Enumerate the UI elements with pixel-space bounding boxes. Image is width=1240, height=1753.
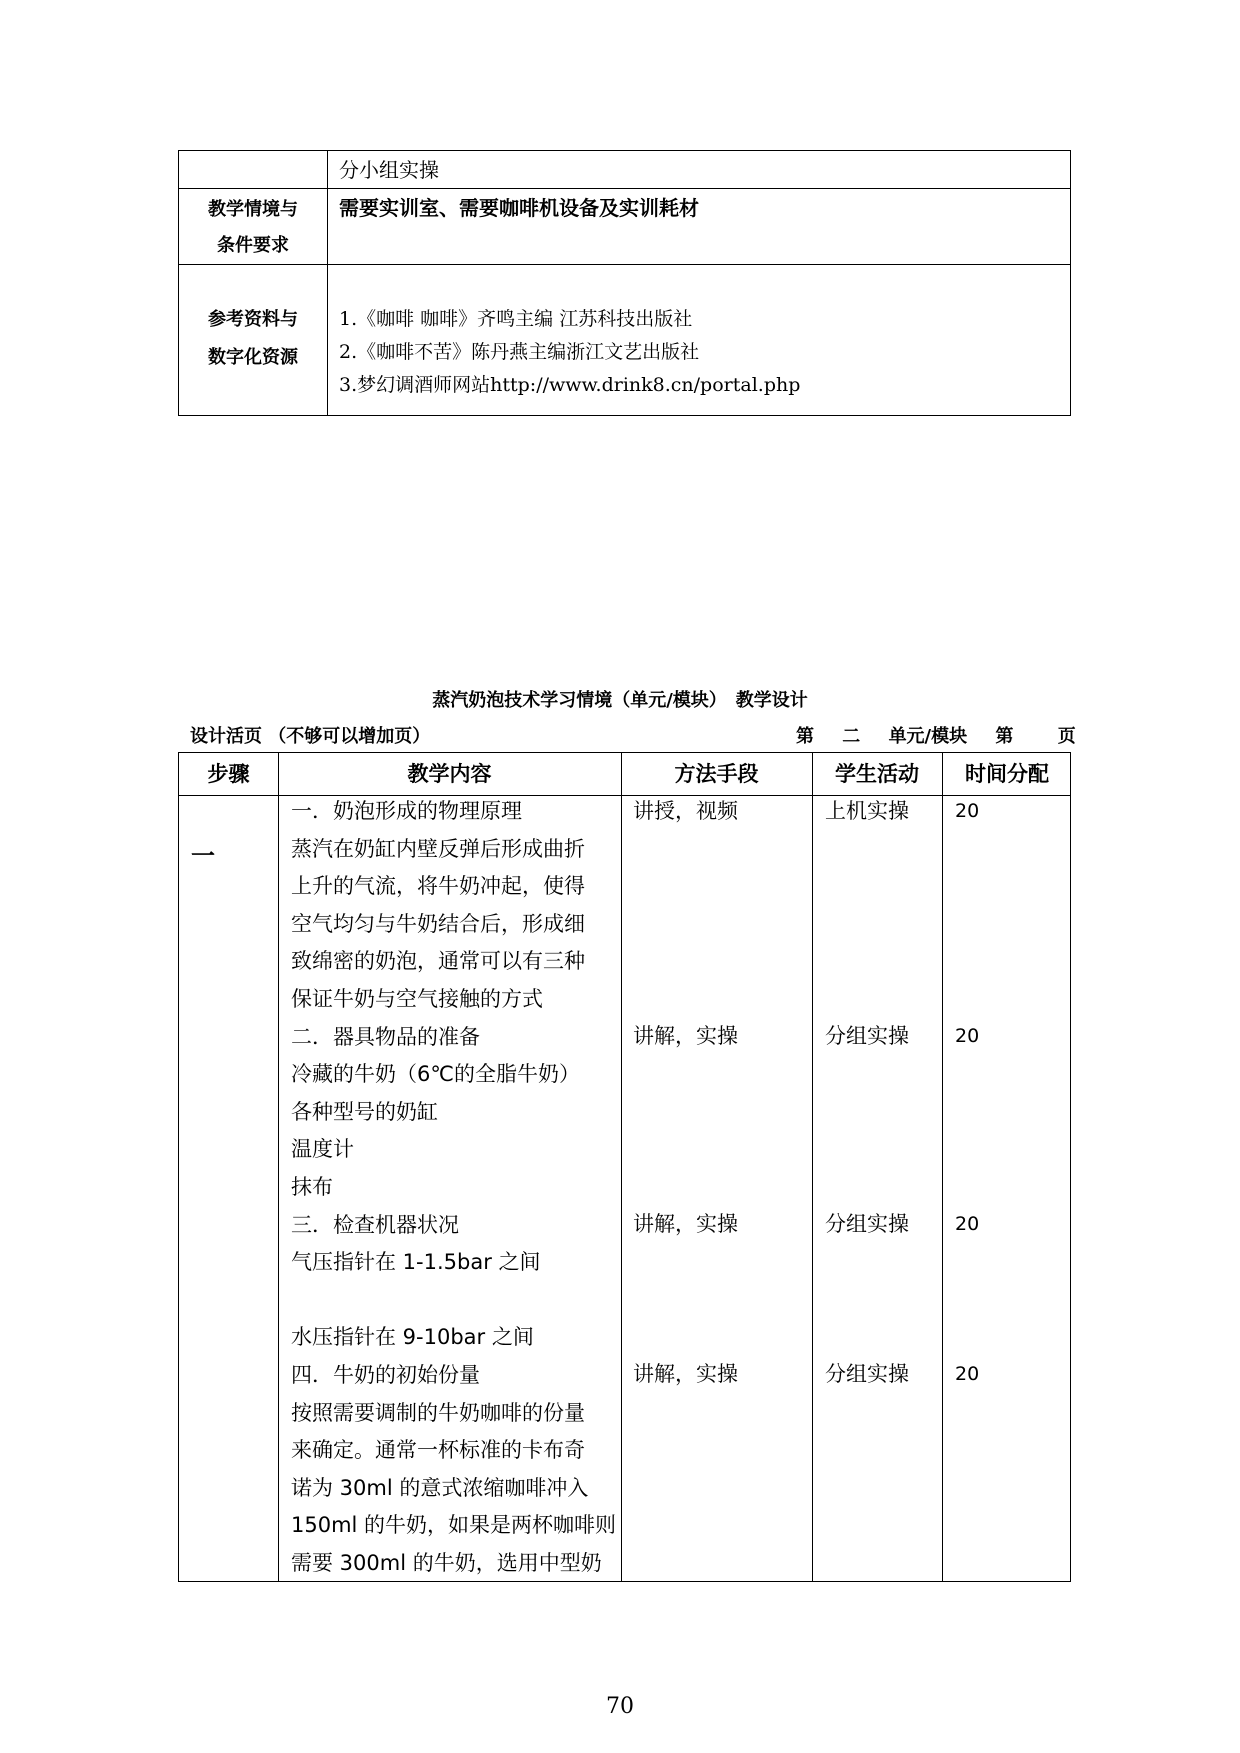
- content-line: 一．奶泡形成的物理原理: [291, 799, 522, 823]
- method-cell: 讲解，实操: [633, 1024, 738, 1048]
- subheader-left: 设计活页 （不够可以增加页）: [190, 726, 431, 747]
- content-line: 保证牛奶与空气接触的方式: [291, 986, 543, 1011]
- time-cell: 20: [955, 1025, 980, 1047]
- page-number: 70: [606, 1694, 634, 1719]
- content-line: 来确定。通常一杯标准的卡布奇: [291, 1438, 585, 1463]
- context-text: 需要实训室、需要咖啡机设备及实训耗材: [339, 196, 699, 220]
- subheader-part: 二: [842, 726, 861, 747]
- header-time: 时间分配: [965, 762, 1049, 786]
- content-line: 150ml 的牛奶，如果是两杯咖啡则: [291, 1513, 617, 1538]
- time-cell: 20: [955, 1363, 980, 1385]
- column-divider: [812, 753, 813, 1581]
- references-label-line1: 参考资料与: [208, 309, 298, 330]
- subheader-part: 页: [1057, 726, 1076, 747]
- reference-item: 1.《咖啡 咖啡》齐鸣主编 江苏科技出版社: [339, 308, 693, 330]
- column-divider: [327, 151, 328, 415]
- references-label-line2: 数字化资源: [208, 347, 298, 368]
- content-line: 四．牛奶的初始份量: [291, 1362, 480, 1387]
- header-method: 方法手段: [674, 762, 759, 786]
- context-label-line1: 教学情境与: [208, 199, 298, 220]
- time-cell: 20: [955, 1213, 980, 1235]
- content-line: 水压指针在 9-10bar 之间: [291, 1325, 534, 1350]
- content-line: 蒸汽在奶缸内壁反弹后形成曲折: [291, 836, 585, 861]
- activity-cell: 分组实操: [825, 1212, 909, 1236]
- method-cell: 讲解，实操: [633, 1212, 738, 1236]
- content-line: 气压指针在 1-1.5bar 之间: [291, 1250, 541, 1275]
- content-line: 各种型号的奶缸: [291, 1099, 438, 1124]
- design-title: 蒸汽奶泡技术学习情境（单元/模块） 教学设计: [432, 690, 808, 711]
- subheader-right: [796, 722, 1098, 748]
- content-cell: [291, 793, 621, 1582]
- content-line: 致绵密的奶泡，通常可以有三种: [291, 949, 585, 974]
- content-line: 冷藏的牛奶（6℃的全脂牛奶）: [291, 1062, 580, 1087]
- reference-item: 3.梦幻调酒师网站http://www.drink8.cn/portal.php: [339, 374, 801, 396]
- step-number: 一: [191, 842, 215, 870]
- column-divider: [942, 753, 943, 1581]
- content-line: [291, 1282, 621, 1320]
- grouping-text: 分小组实操: [339, 158, 439, 182]
- content-line: 温度计: [291, 1137, 354, 1162]
- row-divider: [179, 188, 1070, 189]
- header-content: 教学内容: [407, 762, 492, 786]
- content-line: 二．器具物品的准备: [291, 1024, 480, 1049]
- time-cell: 20: [955, 800, 980, 822]
- context-label-line2: 条件要求: [217, 235, 289, 256]
- content-line: 空气均匀与牛奶结合后，形成细: [291, 911, 585, 936]
- teaching-design-table: [178, 752, 1071, 1582]
- content-line: 抹布: [291, 1174, 333, 1199]
- reference-item: 2.《咖啡不苦》陈丹燕主编浙江文艺出版社: [339, 341, 700, 363]
- content-line: 三．检查机器状况: [291, 1212, 459, 1237]
- content-line: 按照需要调制的牛奶咖啡的份量: [291, 1400, 585, 1425]
- subheader-part: 单元/模块: [888, 726, 968, 747]
- content-line: 需要 300ml 的牛奶，选用中型奶: [291, 1550, 602, 1575]
- column-divider: [621, 753, 622, 1581]
- subheader-part: 第: [995, 726, 1014, 747]
- method-cell: 讲授，视频: [633, 799, 738, 823]
- header-step: 步骤: [207, 762, 250, 786]
- subheader-part: 第: [796, 726, 814, 747]
- activity-cell: 分组实操: [825, 1362, 909, 1386]
- header-activity: 学生活动: [835, 762, 919, 786]
- activity-cell: 分组实操: [825, 1024, 909, 1048]
- activity-cell: 上机实操: [825, 799, 909, 823]
- resources-table: [178, 150, 1071, 416]
- column-divider: [278, 753, 279, 1581]
- content-line: 诺为 30ml 的意式浓缩咖啡冲入: [291, 1475, 589, 1500]
- method-cell: 讲解，实操: [633, 1362, 738, 1386]
- content-line: 上升的气流，将牛奶冲起，使得: [291, 874, 585, 899]
